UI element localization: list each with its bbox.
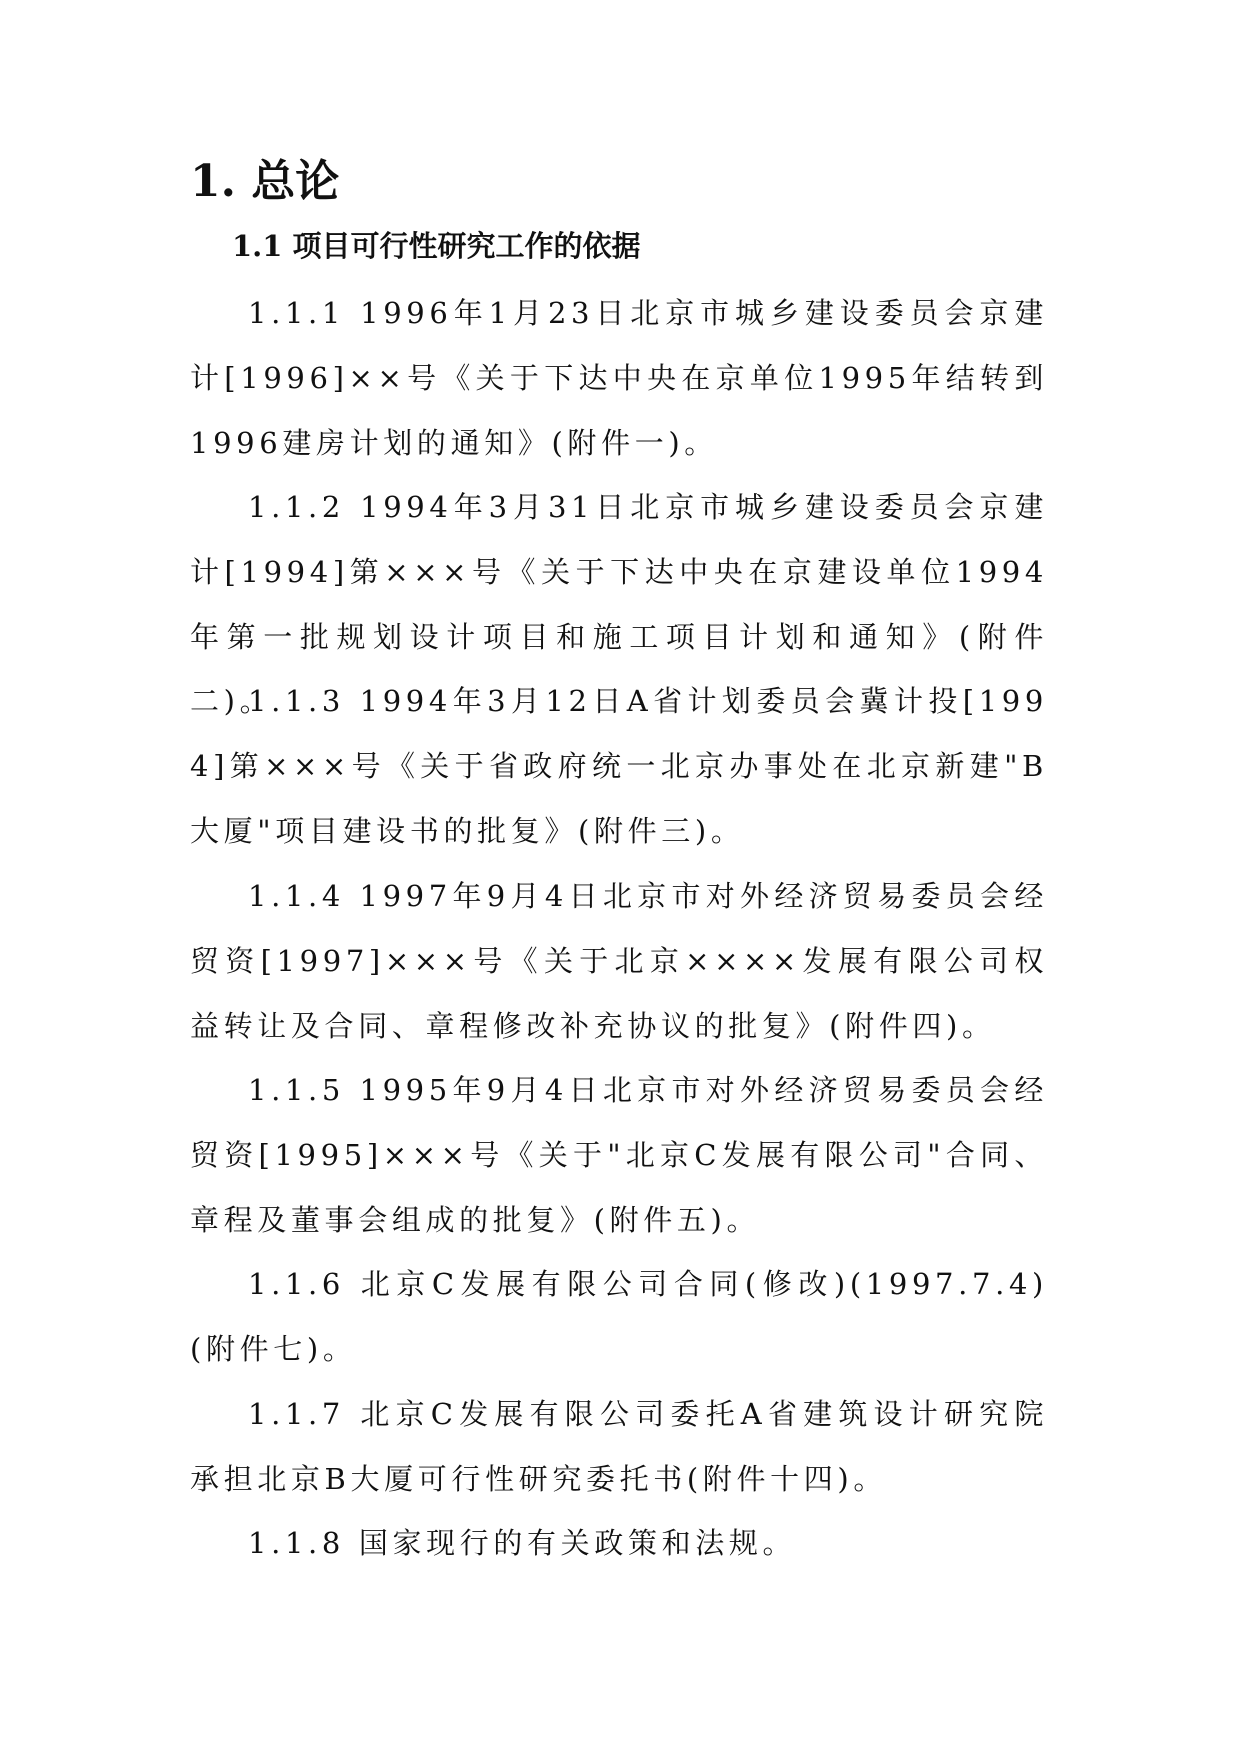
basis-item-4: 1.1.4 1997年9月4日北京市对外经济贸易委员会经贸资[1997]×××号《关于北京××××发展有限公司权益转让及合同、章程修改补充协议的批复》(附件四)。: [190, 879, 1048, 1043]
basis-item-7: 1.1.7 北京C发展有限公司委托A省建筑设计研究院承担北京B大厦可行性研究委托书(附件十四)。: [190, 1397, 1048, 1496]
basis-item-2: 1.1.2 1994年3月31日北京市城乡建设委员会京建计[1994]第×××号《关于下达中央在京建设单位1994年第一批规划设计项目和施工项目计划和通知》(附件二)。: [190, 490, 1048, 719]
basis-item-5: 1.1.5 1995年9月4日北京市对外经济贸易委员会经贸资[1995]×××号《关于"北京C发展有限公司"合同、章程及董事会组成的批复》(附件五)。: [190, 1073, 1048, 1237]
chapter-heading: 1. 总论: [190, 156, 340, 207]
basis-item-6: 1.1.6 北京C发展有限公司合同(修改)(1997.7.4)(附件七)。: [190, 1267, 1048, 1366]
basis-item-3: 1.1.3 1994年3月12日A省计划委员会冀计投[1994]第×××号《关于省政府统一北京办事处在北京新建"B大厦"项目建设书的批复》(附件三)。: [190, 684, 1048, 848]
basis-item-8: 1.1.8 国家现行的有关政策和法规。: [248, 1526, 797, 1560]
basis-item-1: 1.1.1 1996年1月23日北京市城乡建设委员会京建计[1996]××号《关于下达中央在京单位1995年结转到1996建房计划的通知》(附件一)。: [190, 296, 1048, 460]
section-heading: 1.1 项目可行性研究工作的依据: [232, 229, 641, 263]
